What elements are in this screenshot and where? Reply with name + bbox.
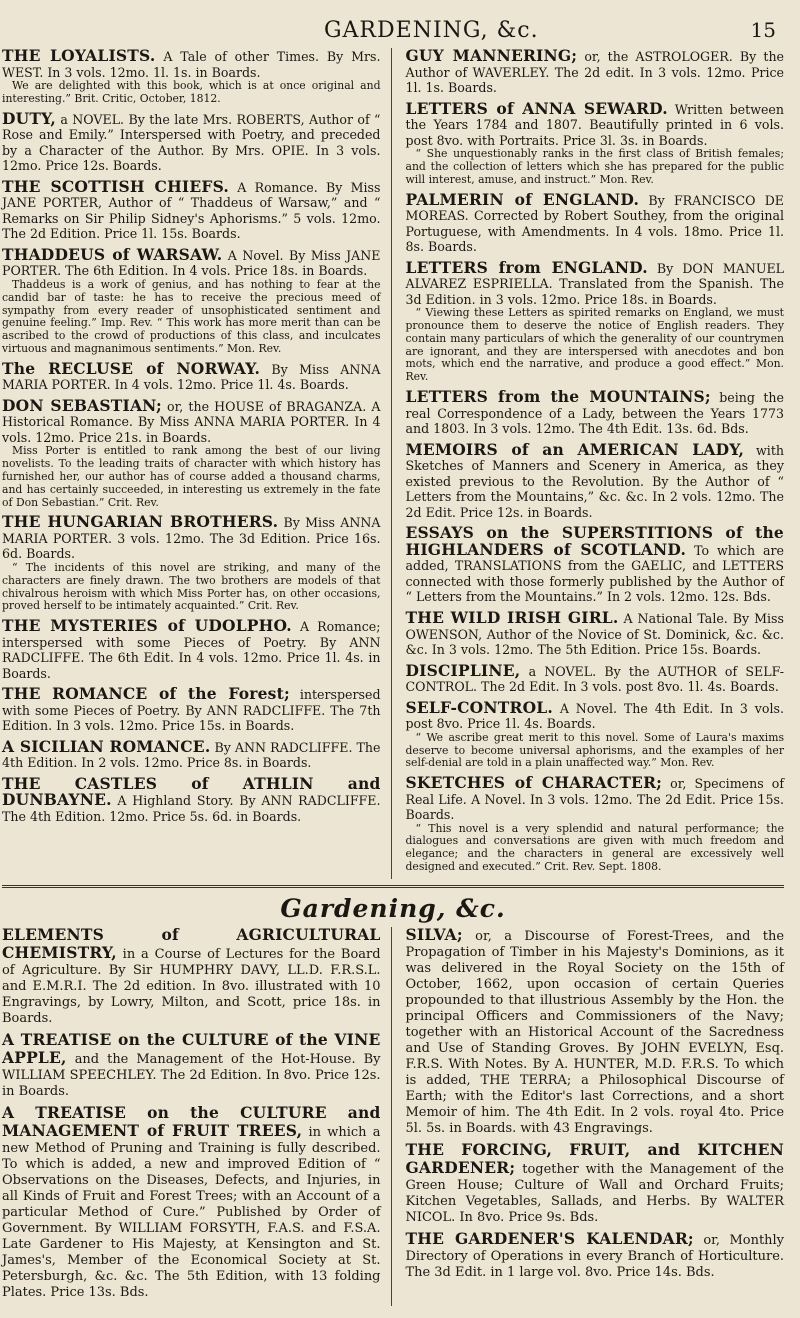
entry-body: together with the Management of the Green House; Culture of Wall and Orchard Fruits; Kitchen Vegetables, Sallads, and Herbs. By WALTER NICOL. In 8vo. Price 9s. Bds. <box>405 1161 784 1225</box>
entry-text <box>406 389 785 437</box>
entry-title: LETTERS of ANNA SEWARD. <box>405 98 668 118</box>
entry-quote: “ She unquestionably ranks in the first class of British females; and the collection of letters which she has prepared for the public will interest, amuse, and instruct.” Mon. Rev. <box>405 147 784 186</box>
entry-title: THE LOYALISTS. <box>2 46 156 65</box>
entry-text <box>2 358 381 393</box>
entry-quote: “ This novel is a very splendid and natural performance; the dialogues and conversations are given with much freedom and elegance; and the characters in general are excessively well designed and executed.” Crit. Rev. Sept. 1808. <box>405 821 784 874</box>
entry-text <box>406 525 785 605</box>
entry-quote: Thaddeus is a work of genius, and has nothing to fear at the candid bar of taste: he has to receive the precious meed of sympathy from every reader of unsophisticated sentiment and genuine feeling.” Imp. Rev. “ This work has more merit than can be ascribed to the crowd of productions of this class, and inculcates virtuous and magnanimous sentiments.” Mon. Rev. <box>2 277 381 355</box>
entry-text <box>406 775 785 823</box>
entry-body: A Romance; interspersed with some Pieces of Poetry. By ANN RADCLIFFE. The 6th Edit. In 4 vols. 12mo. Price 1l. 4s. in Boards. <box>2 619 381 681</box>
entry-title: SKETCHES of CHARACTER; <box>405 773 663 793</box>
entry-body: interspersed with some Pieces of Poetry. By ANN RADCLIFFE. The 7th Edition. In 3 vols. 12mo. Price 15s. in Boards. <box>2 687 381 734</box>
entry-body: By Miss ANNA MARIA PORTER. In 4 vols. 12mo. Price 1l. 4s. Boards. <box>2 361 381 393</box>
book-entry <box>405 189 785 255</box>
book-entry <box>2 108 381 174</box>
entry-title: A SICILIAN ROMANCE. <box>2 736 211 756</box>
book-entry <box>406 525 785 605</box>
running-head-title: GARDENING, &c. <box>323 18 539 43</box>
entry-title: THE GARDENER'S KALENDAR; <box>405 1228 694 1248</box>
entry-title: THE HUNGARIAN BROTHERS. <box>2 512 279 532</box>
entry-body: A Tale of other Times. By Mrs. WEST. In 3 vols. 12mo. 1l. 1s. in Boards. <box>2 49 381 80</box>
entry-body: or, the HOUSE of BRAGANZA. A Historical Romance. By Miss ANNA MARIA PORTER. In 4 vols. 12mo. Price 21s. in Boards. <box>2 398 381 445</box>
entry-body: A Highland Story. By ANN RADCLIFFE. The 4th Edition. 12mo. Price 5s. 6d. in Boards. <box>2 793 381 825</box>
entry-title: A TREATISE on the CULTURE and MANAGEMENT of FRUIT TREES, <box>2 1102 381 1140</box>
entry-quote: We are delighted with this book, which is at once original and interesting.” Brit. Critic, October, 1812. <box>2 79 381 105</box>
section-divider <box>2 885 784 888</box>
entry-body: By FRANCISCO DE MOREAS. Corrected by Robert Southey, from the original Portuguese, with Amendments. In 4 vols. 18mo. Price 1l. 8s. Boards. <box>405 192 784 255</box>
entry-body: with Sketches of Manners and Scenery in America, as they existed previous to the Revolution. By the Author of “ Letters from the Mountains,” &c. &c. In 2 vols. 12mo. The 2d Edit. Price 12s. in Boards. <box>405 442 785 520</box>
entry-quote: “ We ascribe great merit to this novel. Some of Laura's maxims deserve to become universal aphorisms, and the examples of her self-denial are told in a plain unaffected way.” Mon. Rev. <box>405 730 784 770</box>
entry-title: THE CASTLES of ATHLIN and DUNBAYNE. <box>2 773 381 810</box>
entry-body: and the Management of the Hot-House. By WILLIAM SPEECHLEY. The 2d Edition. In 8vo. Price 12s. in Boards. <box>2 1051 381 1099</box>
entry-title: SELF-CONTROL. <box>405 697 553 717</box>
book-entry <box>405 98 785 187</box>
book-entry <box>405 439 785 521</box>
top-columns <box>2 48 784 879</box>
entry-text <box>2 48 381 80</box>
book-entry <box>2 176 381 242</box>
entry-text <box>405 924 785 1137</box>
book-entry <box>2 686 381 734</box>
entry-body: Written between the Years 1784 and 1807. Beautifully printed in 6 vols. post 8vo. with Portraits. Price 3l. 3s. in Boards. <box>405 101 784 148</box>
entry-text <box>405 439 785 521</box>
entry-text <box>2 773 381 825</box>
entry-title: MEMOIRS of an AMERICAN LADY, <box>405 439 745 459</box>
entry-title: THE SCOTTISH CHIEFS. <box>2 176 230 196</box>
entry-title: PALMERIN of ENGLAND. <box>405 189 640 209</box>
entry-text <box>405 189 785 255</box>
book-entry <box>405 1139 785 1226</box>
entry-title: THE MYSTERIES of UDOLPHO. <box>2 616 292 636</box>
page-number: 15 <box>750 18 776 42</box>
entry-text <box>2 1029 381 1100</box>
entry-body: a NOVEL. By the late Mrs. ROBERTS, Author of “ Rose and Emily.” Interspersed with Poetry, and preceded by a Character of the Author. By Mrs. OPIE. In 3 vols. 12mo. Price 12s. Boards. <box>2 111 381 174</box>
entry-title: ELEMENTS of AGRICULTURAL CHEMISTRY, <box>2 924 381 962</box>
entry-quote: Miss Porter is entitled to rank among the best of our living novelists. To the leading traits of character with which history has furnished her, our author has of course added a thousand charms, and has certainly succeeded, in interesting us extremely in the fate of Don Sebastian.” Crit. Rev. <box>2 444 381 509</box>
top-left-column <box>2 48 392 879</box>
book-entry <box>2 358 381 393</box>
entry-title: ESSAYS on the SUPERSTITIONS of the HIGHLANDERS of SCOTLAND. <box>405 523 784 559</box>
entry-body: By DON MANUEL ALVAREZ ESPRIELLA. Translated from the Spanish. The 3d Edition. in 3 vols. 12mo. Price 18s. in Boards. <box>405 260 785 307</box>
book-entry <box>2 736 381 771</box>
entry-title: A TREATISE on the CULTURE of the VINE APPLE, <box>2 1029 381 1067</box>
entry-title: THE FORCING, FRUIT, and KITCHEN GARDENER; <box>405 1139 784 1177</box>
entry-text <box>405 257 785 308</box>
book-entry <box>2 1029 381 1100</box>
book-entry <box>405 924 785 1137</box>
entry-title: LETTERS from ENGLAND. <box>405 257 648 277</box>
entry-title: THE ROMANCE of the Forest; <box>2 684 290 704</box>
entry-title: THE WILD IRISH GIRL. <box>405 607 619 627</box>
entry-body: a NOVEL. By the AUTHOR of SELF-CONTROL. The 2d Edit. In 3 vols. post 8vo. 1l. 4s. Boards. <box>405 663 784 695</box>
entry-body: or, a Discourse of Forest-Trees, and the Propagation of Timber in his Majesty's Dominions, as it was delivered in the Royal Society on the 15th of October, 1662, upon occasion of certain Queries propounded to that illustrious Assembly by the Hon. the principal Officers and Commissioners of the Navy; together with an Historical Account of the Sacredness and Use of Standing Groves. By JOHN EVELYN, Esq. F.R.S. With Notes. By A. HUNTER, M.D. F.R.S. To which is added, THE TERRA; a Philosophical Discourse of Earth; with the Editor's last Corrections, and a short Memoir of him. The 4th Edit. In 2 vols. royal 4to. Price 5l. 5s. in Boards. with 43 Engravings. <box>405 928 784 1136</box>
entry-body: in which a new Method of Pruning and Training is fully described. To which is added, a new and improved Edition of “ Observations on the Diseases, Defects, and Injuries, in all Kinds of Fruit and Forest Trees; with an Account of a particular Method of Cure.” Published by Order of Government. By WILLIAM FORSYTH, F.A.S. and F.S.A. Late Gardener to His Majesty, at Kensington and St. James's, Member of the Economical Society at St. Petersburgh, &c. &c. The 5th Edition, with 13 folding Plates. Price 13s. Bds. <box>2 1124 381 1300</box>
entry-text <box>2 108 381 174</box>
entry-title: DISCIPLINE, <box>405 660 521 680</box>
entry-body: or, the ASTROLOGER. By the Author of WAVERLEY. The 2d edit. In 3 vols. 12mo. Price 1l. 1s. Boards. <box>405 49 785 96</box>
entry-quote: “ The incidents of this novel are striking, and many of the characters are finely drawn. The two brothers are models of that chivalrous heroism with which Miss Porter has, on other occasions, proved herself to be intimately acquainted.” Crit. Rev. <box>2 560 381 613</box>
book-entry <box>405 1228 785 1281</box>
entry-text <box>2 618 381 681</box>
book-entry <box>405 697 785 770</box>
book-entry <box>2 618 381 681</box>
entry-body: or, Specimens of Real Life. A Novel. In 3 vols. 12mo. The 2d Edit. Price 15s. Boards. <box>405 776 784 823</box>
book-entry <box>2 514 381 613</box>
entry-title: LETTERS from the MOUNTAINS; <box>405 387 711 407</box>
book-entry <box>406 775 785 874</box>
book-entry <box>406 48 785 96</box>
book-entry <box>2 48 381 106</box>
entry-text <box>405 1139 785 1226</box>
bottom-left-column <box>2 924 392 1306</box>
entry-body: By ANN RADCLIFFE. The 4th Edition. In 2 vols. 12mo. Price 8s. in Boards. <box>2 739 381 771</box>
entry-title: THADDEUS of WARSAW. <box>2 244 223 264</box>
entry-text <box>405 98 785 149</box>
book-entry <box>2 773 381 825</box>
entry-text <box>405 660 785 695</box>
book-entry <box>2 395 381 510</box>
entry-body: By Miss ANNA MARIA PORTER. 3 vols. 12mo. The 3d Edition. Price 16s. 6d. Boards. <box>2 515 381 562</box>
entry-text <box>405 607 785 658</box>
bottom-right-column <box>405 924 785 1306</box>
book-entry <box>405 257 785 384</box>
entry-body: To which are added, TRANSLATIONS from the GAELIC, and LETTERS connected with those formerly published by the Author of “ Letters from the Mountains.” In 2 vols. 12mo. 12s. Bds. <box>405 542 785 605</box>
entry-text <box>2 1102 381 1301</box>
entry-body: or, Monthly Directory of Operations in every Branch of Horticulture. The 3d Edit. in 1 large vol. 8vo. Price 14s. Bds. <box>405 1232 784 1280</box>
bottom-columns <box>2 924 784 1306</box>
entry-body: being the real Correspondence of a Lady, between the Years 1773 and 1803. In 3 vols. 12mo. The 4th Edit. 13s. 6d. Bds. <box>405 390 784 437</box>
book-entry <box>405 607 785 658</box>
top-right-column <box>406 48 785 879</box>
entry-quote: “ Viewing these Letters as spirited remarks on England, we must pronounce them to deserve the notice of English readers. They contain many particulars of which the generality of our countrymen are ignorant, and they are interspersed with anecdotes and bon mots, which end the narrative, and produce a good effect.” Mon. Rev. <box>405 306 784 384</box>
entry-body: A National Tale. By Miss OWENSON, Author of the Novice of St. Dominick, &c. &c. &c. In 3 vols. 12mo. The 5th Edition. Price 15s. Boards. <box>405 610 784 658</box>
book-entry <box>2 1102 381 1301</box>
entry-text <box>2 736 381 771</box>
entry-title: SILVA; <box>405 924 463 944</box>
entry-title: The RECLUSE of NORWAY. <box>2 358 261 378</box>
entry-text <box>2 686 381 734</box>
entry-title: DUTY, <box>2 108 56 128</box>
section-heading: Gardening, &c. <box>280 893 506 923</box>
entry-text <box>2 514 381 562</box>
entry-title: GUY MANNERING; <box>405 46 578 65</box>
entry-text <box>2 176 381 242</box>
entry-text <box>406 48 785 96</box>
entry-body: in a Course of Lectures for the Board of Agriculture. By Sir HUMPHRY DAVY, LL.D. F.R.S.L. and E.M.R.I. The 2d edition. In 8vo. illustrated with 10 Engravings, by Lowry, Milton, and Scott, price 18s. in Boards. <box>2 946 381 1026</box>
entry-body: A Novel. By Miss JANE PORTER. The 6th Edition. In 4 vols. Price 18s. in Boards. <box>2 247 381 279</box>
running-head <box>2 18 784 48</box>
entry-text <box>2 395 381 446</box>
entry-text <box>405 1228 785 1281</box>
entry-title: DON SEBASTIAN; <box>2 395 162 415</box>
book-entry <box>406 389 785 437</box>
entry-text <box>2 924 381 1027</box>
entry-body: A Novel. The 4th Edit. In 3 vols. post 8vo. Price 1l. 4s. Boards. <box>405 700 784 732</box>
book-entry <box>405 660 785 695</box>
entry-body: A Romance. By Miss JANE PORTER, Author of “ Thaddeus of Warsaw,” and “ Remarks on Sir Philip Sidney's Aphorisms.” 5 vols. 12mo. The 2d Edition. Price 1l. 15s. Boards. <box>2 179 381 242</box>
entry-text <box>2 244 381 279</box>
book-entry <box>2 244 381 356</box>
entry-text <box>405 697 785 732</box>
book-entry <box>2 924 381 1027</box>
